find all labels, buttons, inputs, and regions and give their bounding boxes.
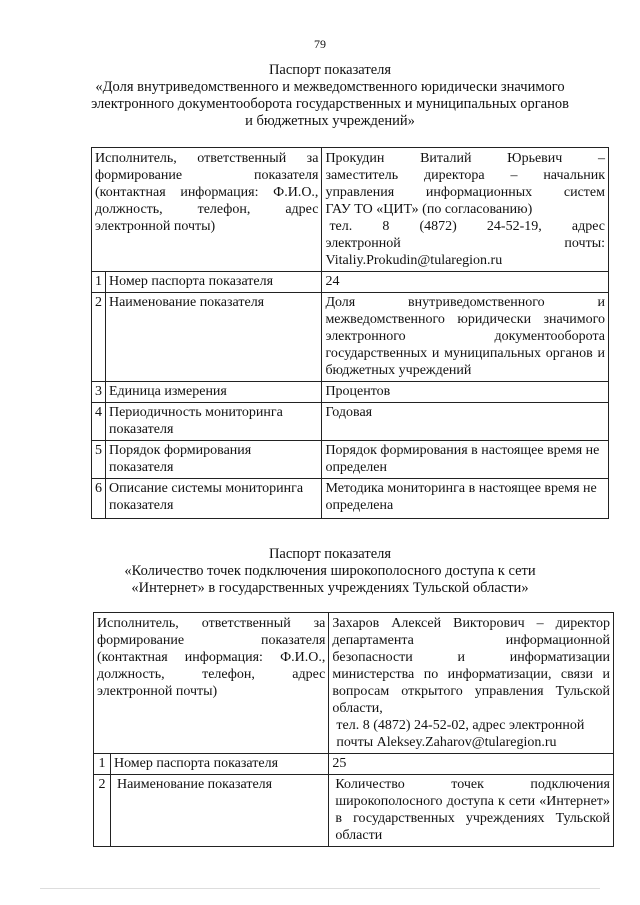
executor-value-line: области, [332,701,383,716]
executor-label [94,613,329,754]
page-number: 79 [314,37,326,51]
table-row [92,293,609,382]
passport1-subtitle-line: «Доля внутриведомственного и межведомственного юридически значимого [95,79,565,95]
row-value: 24 [322,272,609,293]
row-value: Количество точек подключения широкополосного доступа к сети «Интернет» в государственных учреждениях Тульской области [329,775,614,847]
executor-label-line: (контактная информация: Ф.И.О., [95,185,319,200]
executor-email: Vitaliy.Prokudin@tularegion.ru [325,253,503,268]
row-label: Порядок формирования показателя [105,441,321,479]
table-row [94,775,614,847]
executor-label-line: (контактная информация: Ф.И.О., [97,650,326,665]
table-row [94,754,614,775]
executor-value-line: департамента информационной [332,633,610,648]
row-value: 25 [329,754,614,775]
passport2-heading: Паспорт показателя [268,546,392,562]
executor-value-line: министерства по информатизации, связи и [332,667,610,682]
table-row [92,272,609,293]
executor-label-line: электронной почты) [95,219,216,234]
table-row [92,382,609,403]
executor-value-line: Прокудин Виталий Юрьевич – [325,151,605,166]
row-number: 5 [92,441,106,479]
table-row [92,403,609,441]
executor-value-line: тел. 8 (4872) 24-52-19, адрес [329,219,605,234]
executor-label-line: электронной почты) [97,684,218,699]
executor-value [329,613,614,754]
executor-value-line: ГАУ ТО «ЦИТ» (по согласованию) [325,202,533,217]
executor-value-line: заместитель директора – начальник [325,168,605,183]
passport2-title-block [60,546,600,597]
executor-label-line: формирование показателя [95,168,319,183]
executor-row [94,613,614,754]
row-label: Единица измерения [105,382,321,403]
executor-value-line: управления информационных систем [325,185,605,200]
executor-label [92,148,322,272]
passport1-table [91,147,609,519]
row-label: Периодичность мониторинга показателя [105,403,321,441]
row-number: 6 [92,479,106,519]
row-label: Наименование показателя [105,293,321,382]
row-value: Доля внутриведомственного и межведомственного юридически значимого электронного документооборота государственных и муниципальных органов и бюджетных учреждений [322,293,609,382]
scan-artifact [40,888,600,889]
row-number: 1 [94,754,111,775]
passport1-title-block [60,62,600,130]
executor-value-line: тел. 8 (4872) 24-52-02, адрес электронной [336,718,585,733]
row-value: Порядок формирования в настоящее время не определен [322,441,609,479]
row-label: Описание системы мониторинга показателя [105,479,321,519]
row-number: 1 [92,272,106,293]
row-label: Наименование показателя [110,775,328,847]
executor-value-line: вопросам открытого управления Тульской [332,684,610,699]
executor-value [322,148,609,272]
table-row [92,441,609,479]
row-label: Номер паспорта показателя [110,754,328,775]
row-number: 3 [92,382,106,403]
executor-email: почты Aleksey.Zaharov@tularegion.ru [336,735,557,750]
executor-row [92,148,609,272]
passport2-table [93,612,614,847]
table-row [92,479,609,519]
passport2-subtitle-line: «Интернет» в государственных учреждениях Тульской области» [131,580,529,596]
row-number: 2 [92,293,106,382]
row-value: Годовая [322,403,609,441]
row-number: 4 [92,403,106,441]
executor-label-line: должность, телефон, адрес [95,202,319,217]
executor-value-line: электронной почты: [325,236,605,251]
passport1-subtitle-line: электронного документооборота государственных и муниципальных органов [91,96,569,112]
row-number: 2 [94,775,111,847]
executor-label-line: Исполнитель, ответственный за [95,151,319,166]
passport1-heading: Паспорт показателя [268,62,392,78]
passport1-subtitle-line: и бюджетных учреждений» [245,113,415,129]
executor-label-line: Исполнитель, ответственный за [97,616,326,631]
executor-value-line: Захаров Алексей Викторович – директор [332,616,610,631]
passport2-subtitle-line: «Количество точек подключения широкополосного доступа к сети [124,563,536,579]
row-label: Номер паспорта показателя [105,272,321,293]
row-value: Методика мониторинга в настоящее время не определена [322,479,609,519]
executor-label-line: формирование показателя [97,633,326,648]
executor-value-line: безопасности и информатизации [332,650,610,665]
row-value: Процентов [322,382,609,403]
executor-label-line: должность, телефон, адрес [97,667,326,682]
